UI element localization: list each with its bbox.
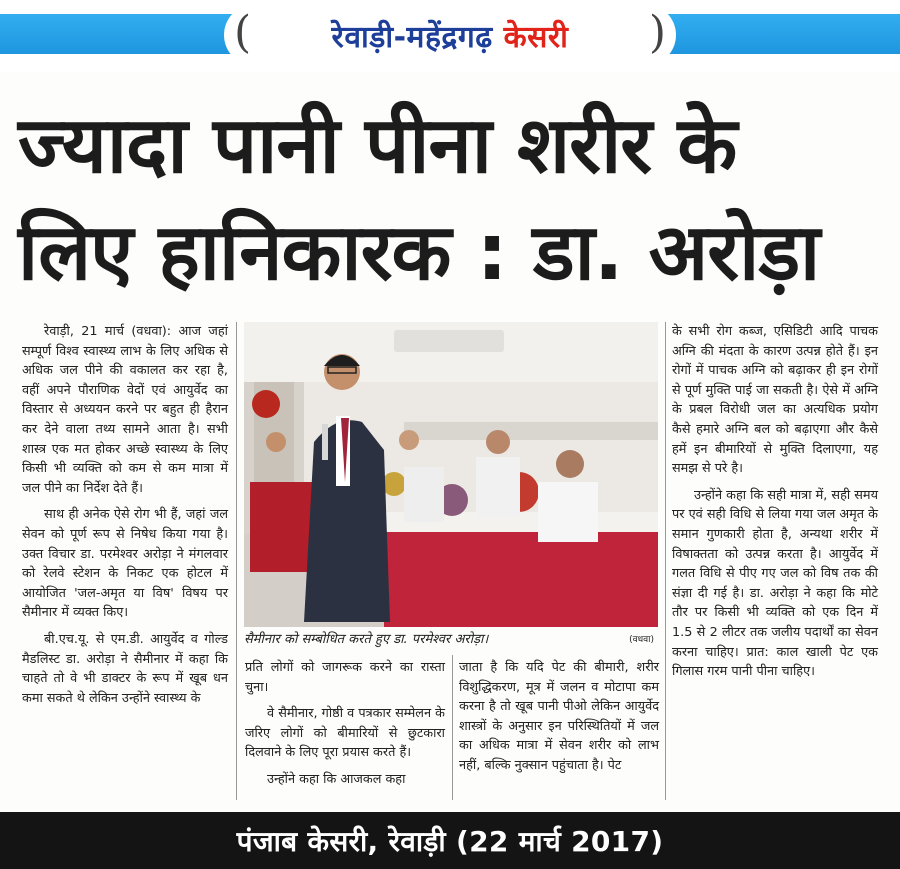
article-paragraph: रेवाड़ी, 21 मार्च (वधवा): आज जहां सम्पूर्ण विश्व स्वास्थ्य लाभ के लिए अधिक से अधिक जल पीने की वकालत कर रहा है, वहीं अपने पौराणिक वेदों एवं आयुर्वेद का विस्तार से अध्ययन करने पर बहुत ही हैरान कर देने वाला तथ्य सामने आता है। सभी शास्त्र एक मत होकर अच्छे स्वास्थ्य के लिए किसी भी व्यक्ति को कम से कम मात्रा में जल पीने का निर्देश देते हैं। bbox=[22, 324, 228, 496]
masthead-title-pill bbox=[226, 6, 674, 64]
headline-line-1: ज्यादा पानी पीना शरीर के bbox=[18, 101, 737, 191]
article-column-2 bbox=[245, 658, 445, 790]
masthead-title bbox=[332, 15, 569, 56]
column-divider bbox=[452, 655, 453, 800]
article-column-1 bbox=[22, 322, 228, 708]
article-paragraph: उन्होंने कहा कि सही मात्रा में, सही समय पर एवं सही विधि से लिया गया जल अमृत के समान गुणकारी होता है, अन्यथा शरीर में विषाक्तता को उत्पन्न करता है। आयुर्वेद में गलत विधि से पीए गए जल को विष तक की संज्ञा दी गई है। डा. अरोड़ा ने कहा कि मोटे तौर पर किसी भी व्यक्ति को एक दिन में 1.5 से 2 लीटर तक जलीय पदार्थों का सेवन करना चाहिए। प्रात: काल खाली पेट एक गिलास गरम पानी पीना चाहिए। bbox=[672, 487, 878, 680]
article-paragraph: बी.एच.यू. से एम.डी. आयुर्वेद व गोल्ड मैडलिस्ट डा. अरोड़ा ने सैमीनार में कहा कि चाहते तो वे भी डाक्टर के रूप में खूब धन कमा सकते थे लेकिन उन्होंने स्वास्थ्य के bbox=[22, 631, 228, 706]
photo-caption bbox=[244, 628, 658, 648]
article-paragraph: के सभी रोग कब्ज, एसिडिटी आदि पाचक अग्नि की मंदता के कारण उत्पन्न होते हैं। इन रोगों में पाचक अग्नि को बढ़ाकर ही इन रोगों से पूर्ण मुक्ति पाई जा सकती है। ऐसे में अग्नि के प्रबल विरोधी जल का अत्यधिक प्रयोग कैसे हमारे अग्नि बल को बढ़ाएगा और कैसे हमें इन बीमारियों से मुक्ति दिलाएगा, यह समझ से परे है। bbox=[672, 324, 878, 477]
article-column-3 bbox=[459, 658, 659, 776]
article-paragraph: वे सैमीनार, गोष्ठी व पत्रकार सम्मेलन के जरिए लोगों को बीमारियों से छुटकारा दिलवाने के लिए पूरा प्रयास करते हैं। bbox=[245, 706, 445, 761]
masthead-paren-right: ) bbox=[648, 7, 666, 58]
masthead-title-brand: केसरी bbox=[503, 19, 569, 55]
headline-line-2: लिए हानिकारक : डा. अरोड़ा bbox=[18, 208, 820, 298]
source-footer bbox=[0, 812, 900, 869]
article-column-4 bbox=[672, 322, 878, 682]
column-divider bbox=[236, 322, 237, 800]
article-paragraph: प्रति लोगों को जागरूक करने का रास्ता चुना। bbox=[245, 660, 445, 695]
photo-credit: (वधवा) bbox=[629, 634, 654, 645]
masthead-banner bbox=[0, 0, 900, 72]
photo-caption-text: सैमीनार को सम्बोधित करते हुए डा. परमेश्वर अरोड़ा। bbox=[244, 632, 489, 647]
article-paragraph: जाता है कि यदि पेट की बीमारी, शरीर विशुद्धिकरण, मूत्र में जलन व मोटापा कम करना है तो खूब पानी पीओ लेकिन आयुर्वेद शास्त्रों के अनुसार इन परिस्थितियों में जल का अधिक मात्रा में सेवन शरीर को लाभ नहीं, बल्कि नुक्सान पहुंचाता है। पेट bbox=[459, 660, 659, 773]
source-footer-text: पंजाब केसरी, रेवाड़ी (22 मार्च 2017) bbox=[236, 824, 664, 858]
article-paragraph: साथ ही अनेक ऐसे रोग भी हैं, जहां जल सेवन को पूर्ण रूप से निषेध किया गया है। उक्त विचार डा. परमेश्वर अरोड़ा ने मंगलवार को रेलवे स्टेशन के निकट एक होटल में आयोजित 'जल-अमृत या विष' विषय पर सैमीनार में व्यक्त किए। bbox=[22, 507, 228, 621]
article-paragraph: उन्होंने कहा कि आजकल कहा bbox=[267, 771, 406, 787]
article-photo bbox=[244, 322, 658, 627]
column-divider bbox=[665, 322, 666, 800]
seminar-photo-illustration bbox=[244, 322, 658, 627]
masthead-title-region: रेवाड़ी-महेंद्रगढ़ bbox=[331, 19, 493, 55]
masthead-paren-left: ( bbox=[234, 7, 252, 58]
